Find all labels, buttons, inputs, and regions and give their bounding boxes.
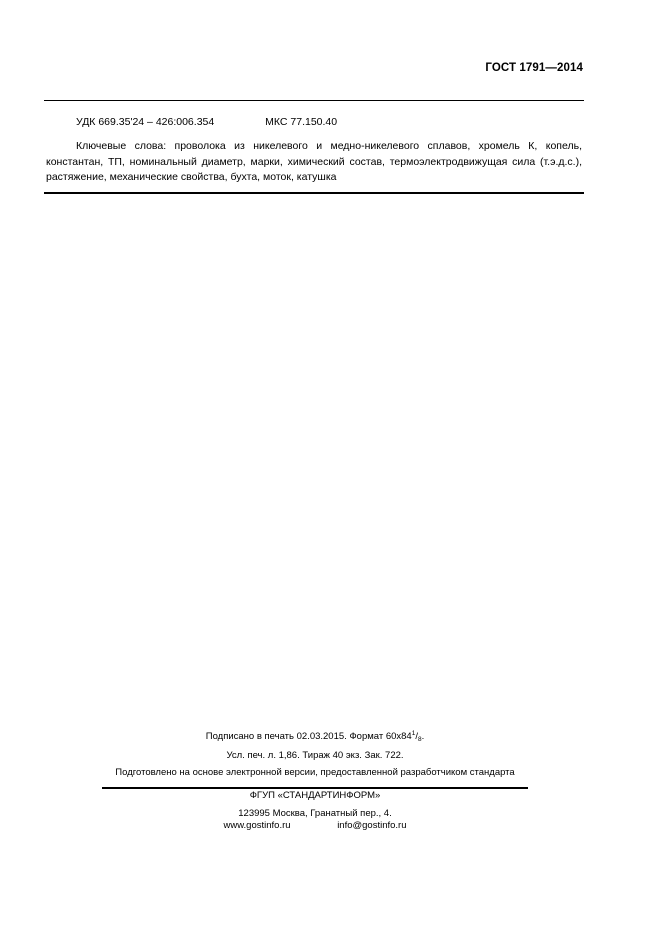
format-numerator: 1 <box>411 730 416 737</box>
imprint-signed-line <box>0 730 630 743</box>
publisher-website: www.gostinfo.ru <box>223 820 291 831</box>
publisher-name: ФГУП «СТАНДАРТИНФОРМ» <box>249 790 381 801</box>
publisher-address: 123995 Москва, Гранатный пер., 4. <box>238 808 392 819</box>
udk-code: УДК 669.35'24 – 426:006.354 <box>76 116 215 128</box>
keywords-paragraph: Ключевые слова: проволока из никелевого и медно-никелевого сплавов, хромель К, копель, константан, ТП, номинальный диаметр, марки, химический состав, термоэлектродвижущая сила (т.э.д.с.), растяжение, механические свойства, бухта, моток, катушка <box>46 140 582 183</box>
publisher-email: info@gostinfo.ru <box>337 820 407 831</box>
format-denominator: 8 <box>417 736 422 743</box>
imprint-sheets-line: Усл. печ. л. 1,86. Тираж 40 экз. Зак. 722. <box>226 750 404 761</box>
format-end: . <box>421 731 425 742</box>
imprint-prepared-line: Подготовлено на основе электронной версии, предоставленной разработчиком стандарта <box>115 767 515 778</box>
classification-line <box>76 116 337 128</box>
mks-code: МКС 77.150.40 <box>265 116 338 128</box>
publisher-contacts <box>0 820 630 831</box>
top-divider <box>44 100 584 101</box>
imprint-signed-text: Подписано в печать 02.03.2015. Формат 60x84 <box>205 731 412 742</box>
keywords-divider <box>44 192 584 194</box>
format-slash: / <box>415 731 418 742</box>
imprint-divider <box>102 787 528 789</box>
standard-code: ГОСТ 1791—2014 <box>485 62 583 74</box>
